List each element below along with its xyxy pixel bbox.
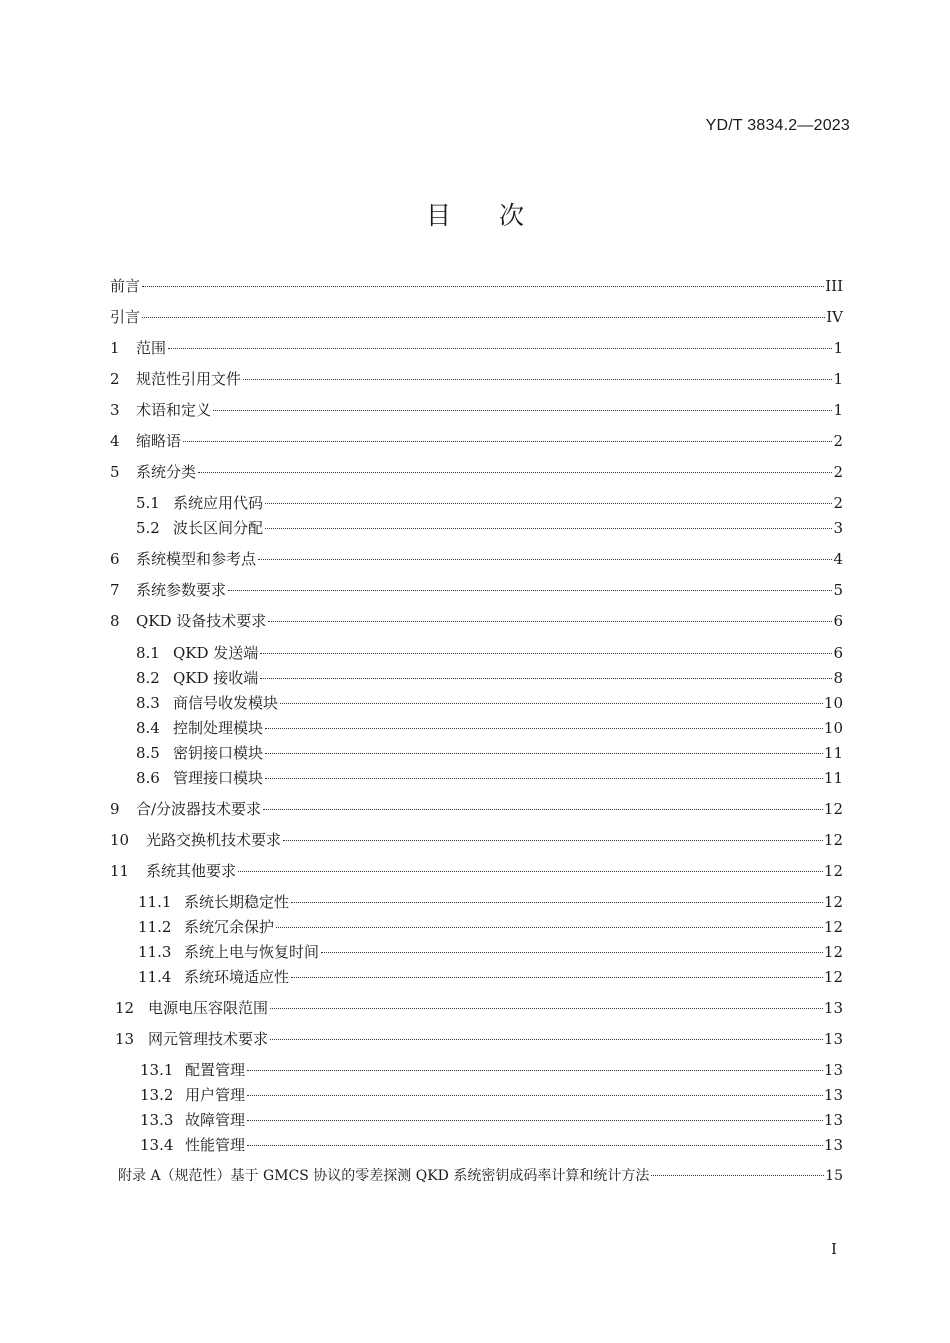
dot-leader (283, 840, 823, 841)
toc-entry-page: 12 (823, 893, 843, 911)
dot-leader (247, 1095, 823, 1096)
dot-leader (265, 728, 823, 729)
toc-entry-number: 13.3 (140, 1111, 174, 1129)
toc-entry-annex-a[interactable] (118, 1166, 843, 1186)
toc-entry-11-3[interactable] (138, 942, 843, 962)
toc-entry-number: 13.1 (140, 1061, 174, 1079)
toc-entry-label: 网元管理技术要求 (148, 1030, 269, 1048)
toc-entry-8-4[interactable] (136, 718, 843, 738)
toc-entry-page: 12 (823, 831, 843, 849)
dot-leader (260, 653, 832, 654)
toc-entry-page: 13 (823, 1030, 843, 1048)
toc-entry-label: 用户管理 (185, 1086, 246, 1104)
toc-entry-number: 7 (110, 581, 120, 599)
dot-leader (291, 902, 823, 903)
toc-entry-page: 1 (833, 370, 843, 388)
toc-entry-page: 12 (823, 918, 843, 936)
toc-entry-label: 合/分波器技术要求 (136, 800, 262, 818)
dot-leader (321, 952, 823, 953)
toc-entry-page: 13 (823, 999, 843, 1017)
toc-entry-label: 范围 (136, 339, 167, 357)
toc-entry-page: 13 (823, 1061, 843, 1079)
dot-leader (198, 472, 832, 473)
toc-entry-number: 11.4 (138, 968, 172, 986)
dot-leader (263, 809, 823, 810)
toc-entry-page: 13 (823, 1086, 843, 1104)
toc-entry-number: 8.3 (136, 694, 160, 712)
toc-entry-page: III (825, 277, 843, 295)
dot-leader (280, 703, 823, 704)
toc-entry-label: 规范性引用文件 (136, 370, 242, 388)
dot-leader (291, 977, 823, 978)
dot-leader (183, 441, 832, 442)
toc-entry-number: 2 (110, 370, 120, 388)
toc-entry-label: 故障管理 (185, 1111, 246, 1129)
dot-leader (243, 379, 832, 380)
toc-entry-label: QKD 发送端 (173, 644, 259, 662)
toc-entry-label: 控制处理模块 (173, 719, 264, 737)
toc-entry-8-2[interactable] (136, 668, 843, 688)
dot-leader (213, 410, 832, 411)
page-number: I (831, 1240, 837, 1258)
toc-entry-5-1[interactable] (136, 493, 843, 513)
toc-entry-label: 系统应用代码 (173, 494, 264, 512)
toc-entry-label: 光路交换机技术要求 (146, 831, 282, 849)
toc-entry-label: 系统长期稳定性 (184, 893, 290, 911)
dot-leader (247, 1145, 823, 1146)
toc-entry-page: 1 (833, 339, 843, 357)
toc-entry-8-5[interactable] (136, 743, 843, 763)
toc-entry-number: 5.2 (136, 519, 160, 537)
toc-entry-label: 电源电压容限范围 (148, 999, 269, 1017)
toc-entry-11[interactable] (110, 861, 843, 881)
toc-entry-5-2[interactable] (136, 518, 843, 538)
toc-entry-label: 系统冗余保护 (184, 918, 275, 936)
toc-entry-page: 6 (833, 644, 843, 662)
toc-entry-label: 商信号收发模块 (173, 694, 279, 712)
toc-entry-12[interactable] (115, 998, 843, 1018)
toc-entry-label: 系统分类 (136, 463, 197, 481)
toc-entry-page: 8 (833, 669, 843, 687)
toc-entry-number: 13.2 (140, 1086, 174, 1104)
toc-entry-number: 3 (110, 401, 120, 419)
toc-entry-13-2[interactable] (140, 1085, 843, 1105)
toc-entry-label: 系统上电与恢复时间 (184, 943, 320, 961)
toc-entry-number: 8.5 (136, 744, 160, 762)
dot-leader (265, 503, 832, 504)
toc-entry-page: 2 (833, 463, 843, 481)
toc-entry-13-1[interactable] (140, 1060, 843, 1080)
toc-entry-number: 13 (115, 1030, 135, 1048)
toc-entry-6[interactable] (110, 549, 843, 569)
dot-leader (238, 871, 823, 872)
toc-entry-page: 12 (823, 862, 843, 880)
toc-entry-11-1[interactable] (138, 892, 843, 912)
toc-entry-label: 附录 A（规范性）基于 GMCS 协议的零差探测 QKD 系统密钥成码率计算和统计方法 (118, 1168, 650, 1184)
toc-entry-page: 2 (833, 432, 843, 450)
toc-entry-label: 管理接口模块 (173, 769, 264, 787)
toc-entry-8-1[interactable] (136, 643, 843, 663)
toc-entry-number: 4 (110, 432, 120, 450)
dot-leader (168, 348, 832, 349)
dot-leader (270, 1039, 823, 1040)
toc-entry-number: 8.4 (136, 719, 160, 737)
toc-entry-8-6[interactable] (136, 768, 843, 788)
toc-entry-number: 12 (115, 999, 135, 1017)
dot-leader (268, 621, 832, 622)
toc-entry-number: 8 (110, 612, 120, 630)
toc-entry-page: 12 (823, 800, 843, 818)
dot-leader (142, 286, 824, 287)
toc-entry-11-2[interactable] (138, 917, 843, 937)
toc-entry-page: 6 (833, 612, 843, 630)
dot-leader (228, 590, 832, 591)
toc-entry-label: 性能管理 (185, 1136, 246, 1154)
toc-entry-number: 5 (110, 463, 120, 481)
toc-entry-page: 11 (823, 744, 843, 762)
toc-entry-number: 13.4 (140, 1136, 174, 1154)
toc-entry-label: 密钥接口模块 (173, 744, 264, 762)
dot-leader (247, 1070, 823, 1071)
toc-entry-page: 5 (833, 581, 843, 599)
toc-entry-13[interactable] (115, 1029, 843, 1049)
toc-entry-number: 5.1 (136, 494, 160, 512)
dot-leader (258, 559, 832, 560)
dot-leader (651, 1175, 824, 1176)
toc-entry-page: 12 (823, 943, 843, 961)
toc-entry-number: 8.6 (136, 769, 160, 787)
toc-entry-label: 术语和定义 (136, 401, 212, 419)
toc-entry-label: 波长区间分配 (173, 519, 264, 537)
toc-entry-page: 2 (833, 494, 843, 512)
toc-entry-number: 11.3 (138, 943, 172, 961)
toc-entry-2[interactable] (110, 369, 843, 389)
toc-entry-page: IV (826, 308, 843, 326)
page-title: 目次 (425, 201, 572, 230)
toc-entry-number: 11.2 (138, 918, 172, 936)
toc-entry-page: 13 (823, 1111, 843, 1129)
toc-entry-page: 10 (823, 719, 843, 737)
toc-entry-number: 8.2 (136, 669, 160, 687)
toc-entry-number: 11 (110, 862, 130, 880)
toc-entry-page: 12 (823, 968, 843, 986)
dot-leader (142, 317, 825, 318)
toc-entry-1[interactable] (110, 338, 843, 358)
toc-entry-number: 6 (110, 550, 120, 568)
toc-entry-label: QKD 设备技术要求 (136, 612, 267, 630)
toc-entry-9[interactable] (110, 799, 843, 819)
toc-entry-label: 配置管理 (185, 1061, 246, 1079)
toc-entry-page: 13 (823, 1136, 843, 1154)
toc-entry-introduction[interactable] (110, 307, 843, 327)
toc-entry-number: 1 (110, 339, 120, 357)
toc-entry-page: 11 (823, 769, 843, 787)
toc-entry-foreword[interactable] (110, 276, 843, 296)
toc-entry-7[interactable] (110, 580, 843, 600)
toc-entry-11-4[interactable] (138, 967, 843, 987)
toc-entry-label: 引言 (110, 308, 141, 326)
dot-leader (270, 1008, 823, 1009)
toc-entry-13-3[interactable] (140, 1110, 843, 1130)
dot-leader (265, 778, 823, 779)
toc-entry-label: 系统模型和参考点 (136, 550, 257, 568)
toc-entry-label: 系统其他要求 (146, 862, 237, 880)
toc-entry-label: 前言 (110, 277, 141, 295)
toc-entry-4[interactable] (110, 431, 843, 451)
toc-entry-page: 10 (823, 694, 843, 712)
toc-entry-page: 3 (833, 519, 843, 537)
toc-entry-page: 15 (825, 1168, 843, 1184)
toc-entry-page: 1 (833, 401, 843, 419)
dot-leader (265, 753, 823, 754)
toc-entry-number: 10 (110, 831, 130, 849)
dot-leader (247, 1120, 823, 1121)
toc-entry-number: 9 (110, 800, 120, 818)
toc-entry-8-3[interactable] (136, 693, 843, 713)
toc-entry-13-4[interactable] (140, 1135, 843, 1155)
dot-leader (265, 528, 832, 529)
toc-entry-label: 系统参数要求 (136, 581, 227, 599)
toc-entry-page: 4 (833, 550, 843, 568)
toc-entry-8[interactable] (110, 611, 843, 631)
dot-leader (276, 927, 823, 928)
toc-entry-label: QKD 接收端 (173, 669, 259, 687)
toc-entry-number: 8.1 (136, 644, 160, 662)
toc-entry-label: 系统环境适应性 (184, 968, 290, 986)
toc-entry-10[interactable] (110, 830, 843, 850)
toc-entry-3[interactable] (110, 400, 843, 420)
toc-entry-number: 11.1 (138, 893, 172, 911)
dot-leader (260, 678, 832, 679)
toc-entry-5[interactable] (110, 462, 843, 482)
toc-entry-label: 缩略语 (136, 432, 182, 450)
standard-code: YD/T 3834.2—2023 (705, 117, 850, 134)
